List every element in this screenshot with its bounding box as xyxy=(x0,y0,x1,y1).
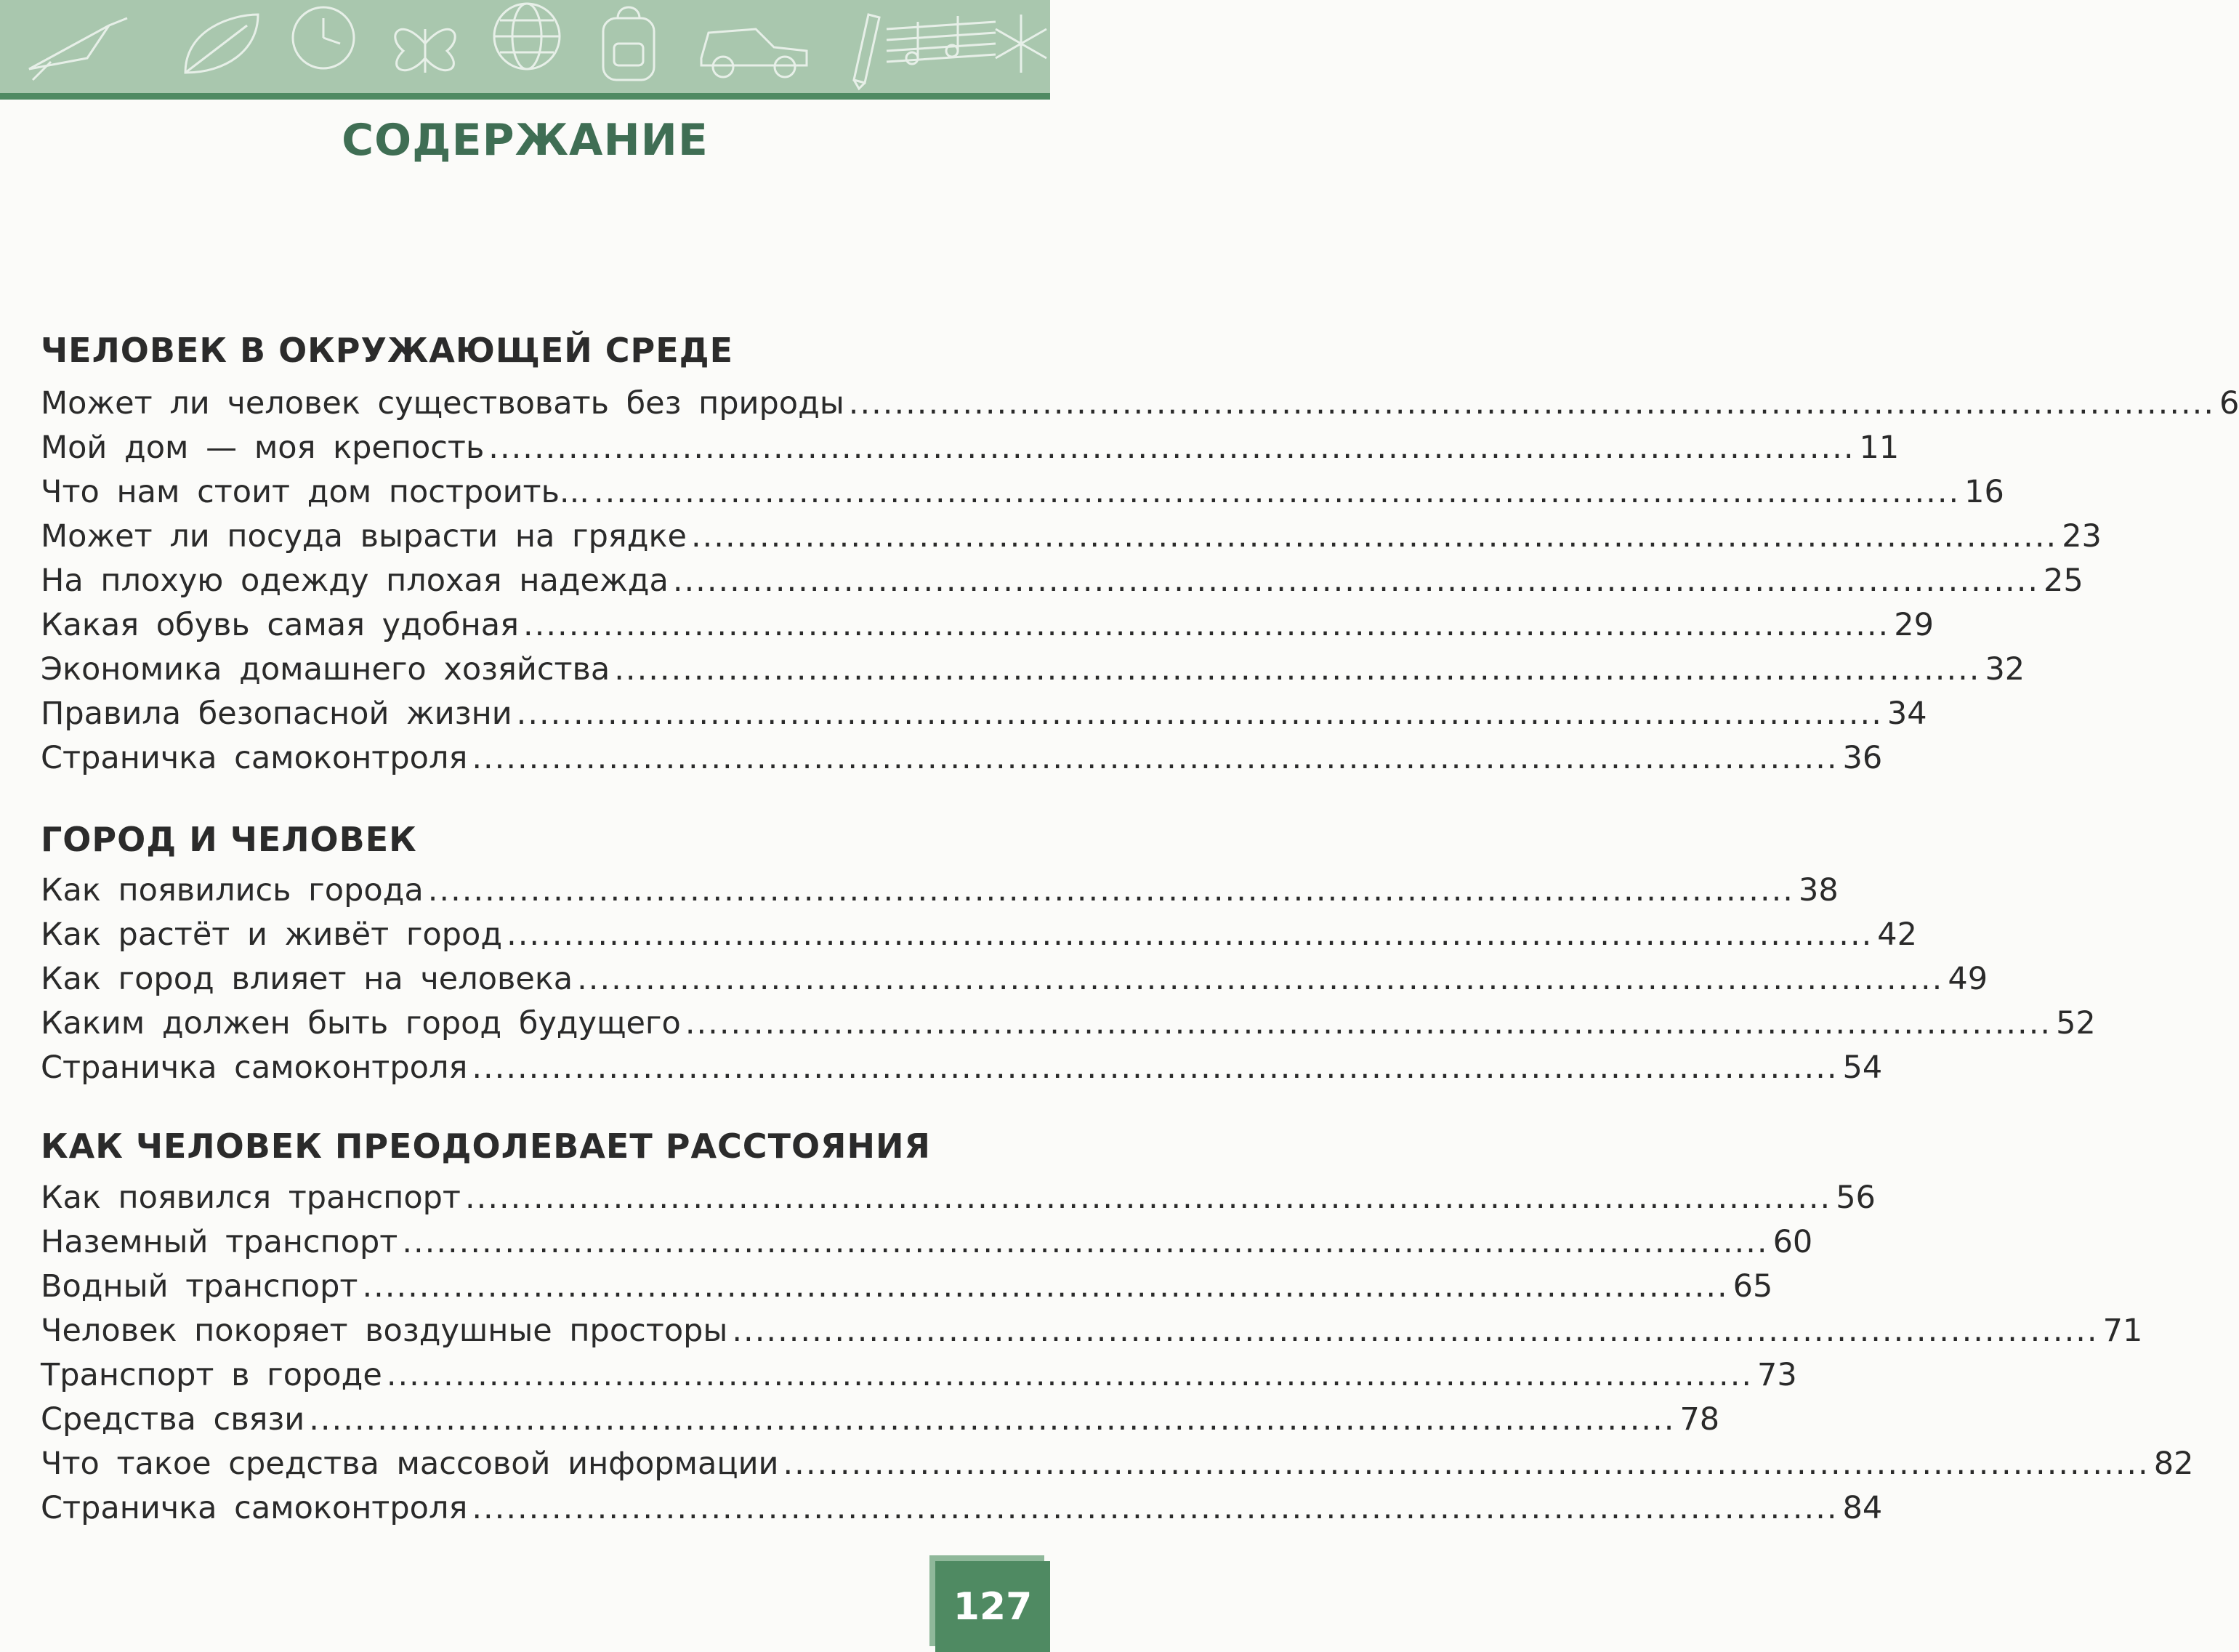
section-heading: ЧЕЛОВЕК В ОКРУЖАЮЩЕЙ СРЕДЕ xyxy=(41,331,734,370)
entry-page: 11 xyxy=(1859,430,1900,466)
entry-page: 36 xyxy=(1842,740,1883,776)
entry-title: Как появился транспорт xyxy=(41,1180,461,1216)
entry-page: 6 xyxy=(2219,385,2239,422)
entry-page: 65 xyxy=(1732,1268,1773,1305)
toc-entry[interactable] xyxy=(41,518,2102,562)
entry-title: Средства связи xyxy=(41,1401,305,1438)
entry-page: 78 xyxy=(1679,1401,1720,1438)
entry-page: 54 xyxy=(1842,1049,1883,1086)
entry-title: Каким должен быть город будущего xyxy=(41,1005,681,1041)
entry-title: Мой дом — моя крепость xyxy=(41,430,485,466)
toc-entry[interactable] xyxy=(41,1005,2096,1049)
globe-icon xyxy=(494,4,560,69)
toc-entry[interactable] xyxy=(41,961,1988,1004)
entry-page: 34 xyxy=(1887,696,1927,732)
toc-entry[interactable] xyxy=(41,385,2239,429)
dot-leader: ........................................................................................................................ xyxy=(685,1005,2052,1041)
dot-leader: ........................................................................................................................ xyxy=(523,607,1890,643)
dot-leader: ........................................................................................................................ xyxy=(464,1180,1832,1216)
music-notes-icon xyxy=(887,16,996,64)
banner-icons xyxy=(0,0,1050,93)
dot-leader: ........................................................................................................................ xyxy=(783,1446,2150,1482)
dot-leader: ........................................................................................................................ xyxy=(507,916,1873,953)
entry-title: Человек покоряет воздушные просторы xyxy=(41,1313,728,1349)
entry-title: Как город влияет на человека xyxy=(41,961,573,997)
toc-entry[interactable] xyxy=(41,651,2025,695)
toc-entry[interactable] xyxy=(41,1268,1773,1312)
entry-title: Транспорт в городе xyxy=(41,1357,382,1393)
dot-leader: ........................................................................................................................ xyxy=(516,696,1883,732)
butterfly-icon xyxy=(395,29,455,73)
dot-leader: ........................................................................................................................ xyxy=(732,1313,2099,1349)
entry-page: 25 xyxy=(2044,563,2083,599)
toc-entry[interactable] xyxy=(41,916,1918,960)
dot-leader: ........................................................................................................................ xyxy=(472,740,1839,776)
entry-page: 84 xyxy=(1842,1490,1883,1526)
entry-title: Экономика домашнего хозяйства xyxy=(41,651,610,688)
clock-icon xyxy=(293,7,354,68)
decorative-banner xyxy=(0,0,1050,100)
page-number-badge: 127 xyxy=(935,1561,1050,1652)
toc-entry[interactable] xyxy=(41,1357,1797,1401)
entry-title: Что нам стоит дом построить... xyxy=(41,474,589,510)
entry-page: 71 xyxy=(2102,1313,2143,1349)
toc-entry[interactable] xyxy=(41,1180,1876,1223)
entry-page: 23 xyxy=(2062,518,2102,555)
entry-page: 16 xyxy=(1964,474,2004,510)
entry-page: 73 xyxy=(1757,1357,1797,1393)
entry-title: Может ли посуда вырасти на грядке xyxy=(41,518,687,555)
leaf-icon xyxy=(185,15,258,73)
rocket-icon xyxy=(29,18,127,80)
toc-entry[interactable] xyxy=(41,1313,2143,1356)
toc-entry[interactable] xyxy=(41,1401,1720,1445)
backpack-icon xyxy=(603,7,654,80)
toc-entry[interactable] xyxy=(41,696,1927,739)
toc-entry[interactable] xyxy=(41,872,1839,916)
dot-leader: ........................................................................................................................ xyxy=(690,518,2058,555)
section-heading: КАК ЧЕЛОВЕК ПРЕОДОЛЕВАЕТ РАССТОЯНИЯ xyxy=(41,1127,931,1166)
toc-entry[interactable] xyxy=(41,430,1900,473)
toc-entry[interactable] xyxy=(41,740,1883,783)
toc-entry[interactable] xyxy=(41,474,2004,517)
toc-entry[interactable] xyxy=(41,563,2083,606)
dot-leader: ........................................................................................................................ xyxy=(614,651,1981,688)
entry-title: Что такое средства массовой информации xyxy=(41,1446,779,1482)
entry-page: 42 xyxy=(1877,916,1918,953)
dot-leader: ........................................................................................................................ xyxy=(402,1224,1769,1260)
pencil-icon xyxy=(854,15,879,89)
dot-leader: ........................................................................................................................ xyxy=(848,385,2216,422)
dot-leader: ........................................................................................................................ xyxy=(362,1268,1729,1305)
entry-title: Как растёт и живёт город xyxy=(41,916,503,953)
toc-entry[interactable] xyxy=(41,607,1934,650)
entry-title: Страничка самоконтроля xyxy=(41,1049,468,1086)
entry-page: 49 xyxy=(1948,961,1988,997)
entry-page: 52 xyxy=(2056,1005,2096,1041)
toc-entry[interactable] xyxy=(41,1446,2194,1489)
dot-leader: ........................................................................................................................ xyxy=(577,961,1944,997)
entry-page: 32 xyxy=(1985,651,2025,688)
toc-entry[interactable] xyxy=(41,1049,1883,1093)
entry-title: Водный транспорт xyxy=(41,1268,358,1305)
page-title: СОДЕРЖАНИЕ xyxy=(342,115,709,166)
entry-page: 38 xyxy=(1798,872,1839,908)
dot-leader: ........................................................................................................................ xyxy=(472,1049,1839,1086)
entry-title: Страничка самоконтроля xyxy=(41,1490,468,1526)
dot-leader: ........................................................................................................................ xyxy=(488,430,1855,466)
entry-title: Какая обувь самая удобная xyxy=(41,607,520,643)
dot-leader: ........................................................................................................................ xyxy=(472,1490,1839,1526)
dot-leader: ........................................................................................................................ xyxy=(309,1401,1676,1438)
entry-page: 82 xyxy=(2153,1446,2194,1482)
toc-entry[interactable] xyxy=(41,1224,1813,1268)
dot-leader: ........................................................................................................................ xyxy=(672,563,2040,599)
dot-leader: ........................................................................................................................ xyxy=(386,1357,1754,1393)
snowflake-icon xyxy=(996,15,1046,73)
entry-page: 60 xyxy=(1772,1224,1813,1260)
entry-page: 56 xyxy=(1836,1180,1876,1216)
entry-title: На плохую одежду плохая надежда xyxy=(41,563,669,599)
section-heading: ГОРОД И ЧЕЛОВЕК xyxy=(41,820,417,859)
entry-title: Правила безопасной жизни xyxy=(41,696,512,732)
entry-title: Страничка самоконтроля xyxy=(41,740,468,776)
entry-title: Наземный транспорт xyxy=(41,1224,398,1260)
entry-title: Может ли человек существовать без природы xyxy=(41,385,844,422)
entry-page: 29 xyxy=(1894,607,1934,643)
car-icon xyxy=(701,29,807,77)
toc-entry[interactable] xyxy=(41,1490,1883,1534)
entry-title: Как появились города xyxy=(41,872,424,908)
dot-leader: ........................................................................................................................ xyxy=(593,474,1961,510)
dot-leader: ........................................................................................................................ xyxy=(427,872,1794,908)
